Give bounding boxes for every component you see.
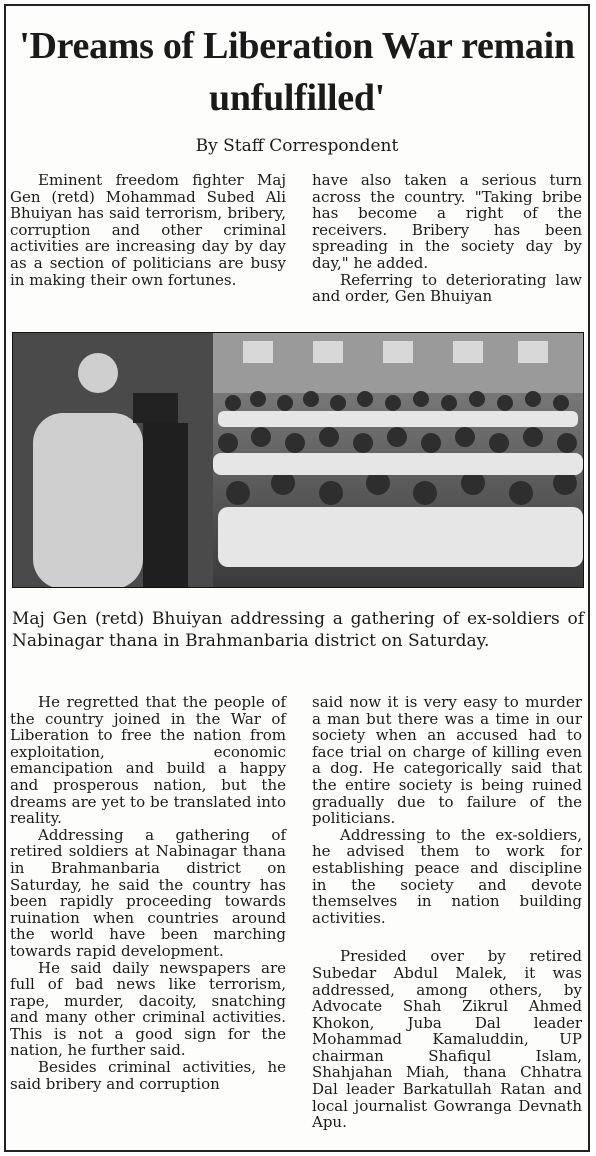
paragraph: Referring to deteriorating law and order, Gen Bhuiyan bbox=[312, 270, 582, 306]
photo-image bbox=[13, 333, 584, 588]
paragraph: Presided over by retired Subedar Abdul Malek, it was addressed, among others, by Advocate Shah Zikrul Ahmed Khokon, Juba Dal leader Mohammad Kamaluddin, UP chairman Shafiqul Islam, Shahjahan Miah, thana Chhatra Dal leader Barkatullah Ratan and local journalist Gowranga Devnath Apu. bbox=[312, 947, 582, 1132]
headline: 'Dreams of Liberation War remain unfulfilled' bbox=[19, 25, 575, 119]
news-photo bbox=[12, 332, 584, 588]
byline: By Staff Correspondent bbox=[195, 136, 399, 156]
column-bottom-right bbox=[312, 694, 582, 1131]
paragraph: Addressing a gathering of retired soldiers at Nabinagar thana in Brahmanbaria district on Saturday, he said the country has been rapidly proceeding towards ruination when countries around the world have been marching towards rapid development. bbox=[10, 825, 286, 960]
column-top-left bbox=[10, 172, 286, 288]
photo-caption: Maj Gen (retd) Bhuiyan addressing a gathering of ex-soldiers of Nabinagar thana in Brahmanbaria district on Saturday. bbox=[12, 609, 584, 651]
paragraph: Eminent freedom fighter Maj Gen (retd) Mohammad Subed Ali Bhuiyan has said terrorism, bribery, corruption and other criminal activities are increasing day by day as a section of politicians are busy in making their own fortunes. bbox=[10, 171, 286, 289]
paragraph: Addressing to the ex-soldiers, he advised them to work for establishing peace and discipline in the society and devote themselves in nation building activities. bbox=[312, 825, 582, 927]
column-top-right bbox=[312, 172, 582, 305]
paragraph: He said daily newspapers are full of bad news like terrorism, rape, murder, dacoity, snatching and many other criminal activities. This is not a good sign for the nation, he further said. bbox=[10, 958, 286, 1060]
column-bottom-left bbox=[10, 694, 286, 1092]
paragraph-gap bbox=[312, 926, 582, 948]
paragraph: Besides criminal activities, he said bribery and corruption bbox=[10, 1058, 286, 1093]
paragraph: said now it is very easy to murder a man but there was a time in our society when an accused had to face trial on charge of killing even a dog. He categorically said that the entire society is being ruined gradually due to failure of the politicians. bbox=[312, 693, 582, 828]
paragraph: have also taken a serious turn across the country. "Taking bribe has become a right of the receivers. Bribery has been spreading in the society day by day," he added. bbox=[312, 171, 582, 272]
paragraph: He regretted that the people of the country joined in the War of Liberation to free the nation from exploitation, economic emancipation and build a happy and prosperous nation, but the dreams are yet to be translated into reality. bbox=[10, 693, 286, 828]
